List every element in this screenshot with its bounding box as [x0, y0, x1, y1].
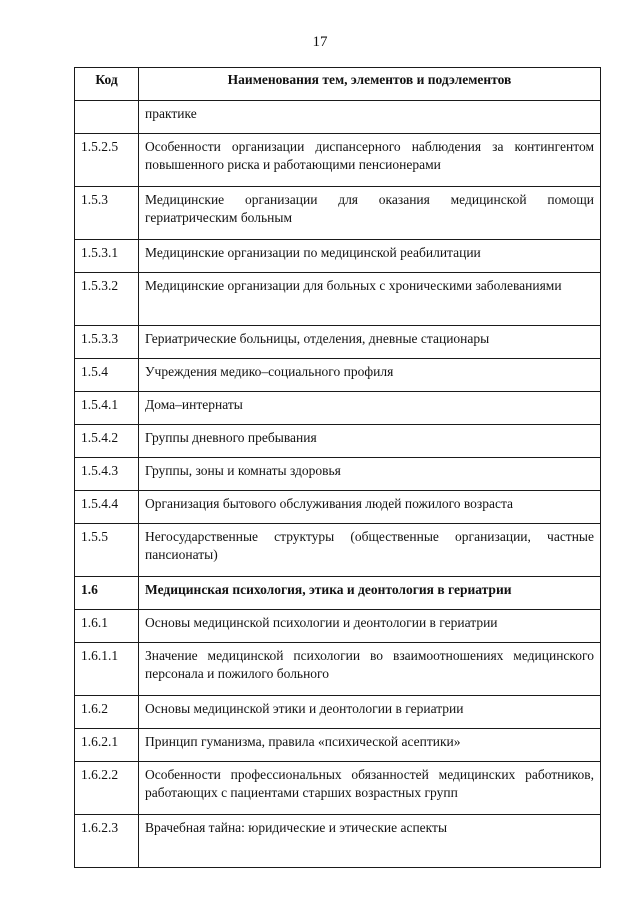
row-code: 1.5.4.4	[75, 491, 139, 524]
row-title: Медицинская психология, этика и деонтология в гериатрии	[139, 577, 601, 610]
row-title: Врачебная тайна: юридические и этические аспекты	[139, 815, 601, 868]
table-row	[75, 696, 601, 729]
row-title: Учреждения медико–социального профиля	[139, 359, 601, 392]
row-title: Основы медицинской этики и деонтологии в гериатрии	[139, 696, 601, 729]
table-row	[75, 458, 601, 491]
table-row-section	[75, 577, 601, 610]
row-title: Основы медицинской психологии и деонтологии в гериатрии	[139, 610, 601, 643]
row-code: 1.5.4.2	[75, 425, 139, 458]
table-row	[75, 101, 601, 134]
row-code: 1.5.4	[75, 359, 139, 392]
row-title: Негосударственные структуры (общественные организации, частные пансионаты)	[139, 524, 601, 577]
row-code: 1.5.3	[75, 187, 139, 240]
table-row	[75, 359, 601, 392]
table-row	[75, 273, 601, 326]
table-row	[75, 425, 601, 458]
row-code: 1.6.1.1	[75, 643, 139, 696]
row-title: Группы, зоны и комнаты здоровья	[139, 458, 601, 491]
row-title: Принцип гуманизма, правила «психической асептики»	[139, 729, 601, 762]
table-row	[75, 815, 601, 868]
table-row	[75, 326, 601, 359]
row-code: 1.5.3.3	[75, 326, 139, 359]
table-row	[75, 134, 601, 187]
header-code: Код	[75, 68, 139, 101]
row-code: 1.6.2.2	[75, 762, 139, 815]
row-code: 1.6.1	[75, 610, 139, 643]
row-title: практике	[139, 101, 601, 134]
row-code	[75, 101, 139, 134]
row-title: Группы дневного пребывания	[139, 425, 601, 458]
row-title: Медицинские организации для больных с хроническими заболеваниями	[139, 273, 601, 326]
table-row	[75, 240, 601, 273]
table-row	[75, 762, 601, 815]
row-title: Организация бытового обслуживания людей пожилого возраста	[139, 491, 601, 524]
row-code: 1.6.2.3	[75, 815, 139, 868]
row-title: Медицинские организации по медицинской реабилитации	[139, 240, 601, 273]
table-row	[75, 187, 601, 240]
header-title: Наименования тем, элементов и подэлементов	[139, 68, 601, 101]
table-row	[75, 610, 601, 643]
row-code: 1.5.2.5	[75, 134, 139, 187]
row-title: Особенности организации диспансерного наблюдения за контингентом повышенного риска и работающими пенсионерами	[139, 134, 601, 187]
row-code: 1.5.3.2	[75, 273, 139, 326]
table-row	[75, 491, 601, 524]
page-number: 17	[312, 34, 328, 50]
row-code: 1.5.4.1	[75, 392, 139, 425]
row-code: 1.5.3.1	[75, 240, 139, 273]
row-code: 1.6.2.1	[75, 729, 139, 762]
table-row	[75, 729, 601, 762]
table-row	[75, 643, 601, 696]
table-header-row	[75, 68, 601, 101]
row-code: 1.6.2	[75, 696, 139, 729]
row-title: Особенности профессиональных обязанностей медицинских работников, работающих с пациентами старших возрастных групп	[139, 762, 601, 815]
row-code: 1.6	[75, 577, 139, 610]
table-row	[75, 524, 601, 577]
row-title: Значение медицинской психологии во взаимоотношениях медицинского персонала и пожилого больного	[139, 643, 601, 696]
row-title: Медицинские организации для оказания медицинской помощи гериатрическим больным	[139, 187, 601, 240]
table-row	[75, 392, 601, 425]
row-title: Гериатрические больницы, отделения, дневные стационары	[139, 326, 601, 359]
curriculum-table	[74, 67, 601, 868]
row-code: 1.5.5	[75, 524, 139, 577]
row-title: Дома–интернаты	[139, 392, 601, 425]
row-code: 1.5.4.3	[75, 458, 139, 491]
